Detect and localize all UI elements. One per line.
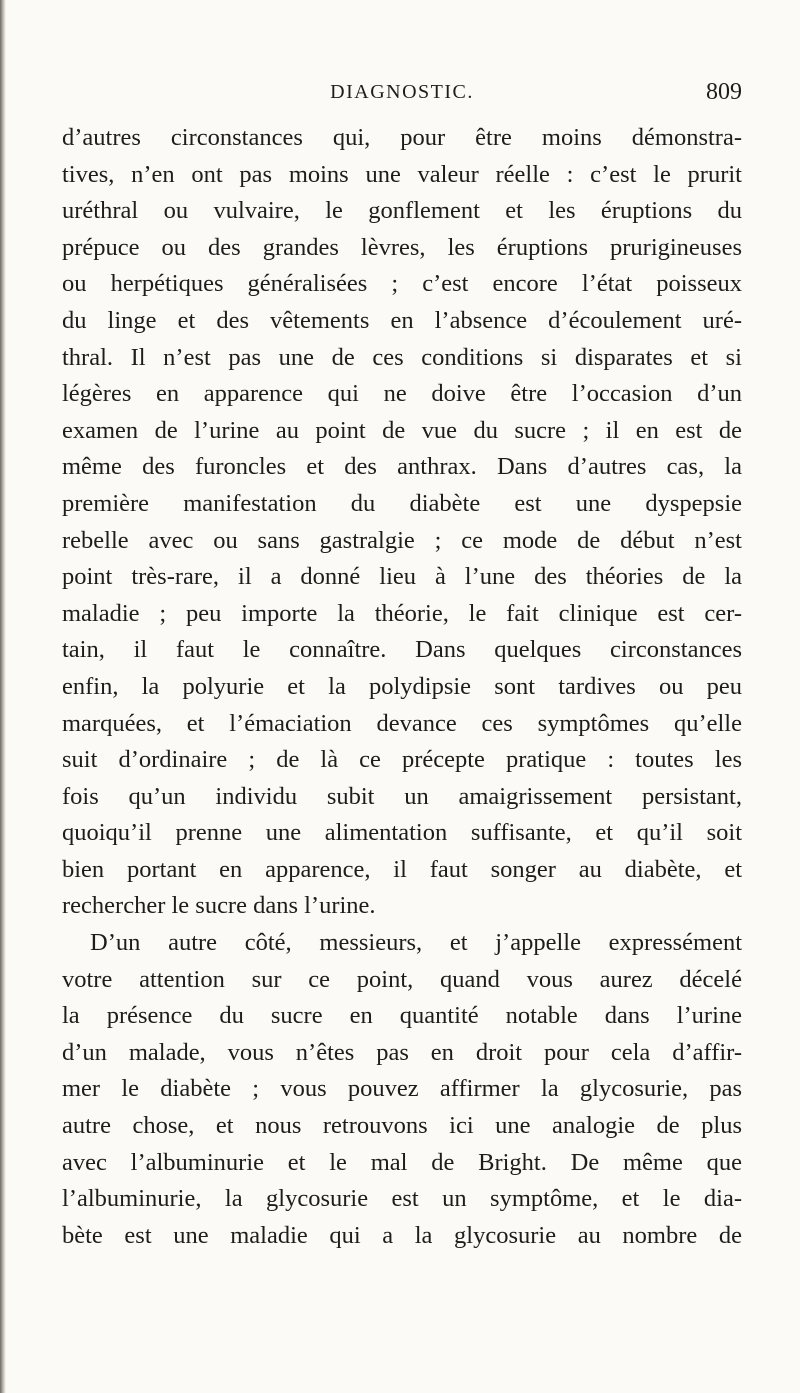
running-title: DIAGNOSTIC. — [330, 81, 474, 103]
text-line: prépuce ou des grandes lèvres, les éruptions prurigineuses — [62, 233, 742, 261]
text-line: tives, n’en ont pas moins une valeur réelle : c’est le prurit — [62, 160, 742, 188]
text-line: ou herpétiques généralisées ; c’est encore l’état poisseux — [62, 270, 742, 298]
text-line: point très-rare, il a donné lieu à l’une des théories de la — [62, 563, 742, 591]
text-line: tain, il faut le connaître. Dans quelques circonstances — [62, 636, 742, 664]
text-line: fois qu’un individu subit un amaigrissement persistant, — [62, 782, 742, 810]
text-line: maladie ; peu importe la théorie, le fait clinique est cer- — [62, 599, 742, 627]
text-line: suit d’ordinaire ; de là ce précepte pratique : toutes les — [62, 746, 742, 774]
text-line: enfin, la polyurie et la polydipsie sont tardives ou peu — [62, 672, 742, 700]
text-line: du linge et des vêtements en l’absence d’écoulement uré- — [62, 306, 742, 334]
text-line: examen de l’urine au point de vue du sucre ; il en est de — [62, 416, 742, 444]
paragraph-start-line: D’un autre côté, messieurs, et j’appelle expressément — [90, 929, 742, 957]
text-line: mer le diabète ; vous pouvez affirmer la glycosurie, pas — [62, 1075, 742, 1103]
page-number: 809 — [706, 79, 742, 105]
text-line: votre attention sur ce point, quand vous aurez décelé — [62, 965, 742, 993]
running-head — [62, 72, 742, 112]
text-line: légères en apparence qui ne doive être l’occasion d’un — [62, 380, 742, 408]
text-line: bien portant en apparence, il faut songer au diabète, et — [62, 855, 742, 883]
text-line: d’autres circonstances qui, pour être moins démonstra- — [62, 124, 742, 151]
paragraph-end-line: rechercher le sucre dans l’urine. — [62, 892, 376, 920]
text-line: thral. Il n’est pas une de ces conditions si disparates et si — [62, 343, 742, 371]
body-text — [62, 120, 742, 1254]
text-line: la présence du sucre en quantité notable dans l’urine — [62, 1002, 742, 1030]
text-line: rebelle avec ou sans gastralgie ; ce mode de début n’est — [62, 526, 742, 554]
text-line: même des furoncles et des anthrax. Dans d’autres cas, la — [62, 453, 742, 481]
text-line: d’un malade, vous n’êtes pas en droit pour cela d’affir- — [62, 1038, 742, 1066]
text-line: marquées, et l’émaciation devance ces symptômes qu’elle — [62, 709, 742, 737]
text-line: quoiqu’il prenne une alimentation suffisante, et qu’il soit — [62, 819, 742, 847]
text-line: uréthral ou vulvaire, le gonflement et les éruptions du — [62, 197, 742, 225]
text-line: première manifestation du diabète est une dyspepsie — [62, 489, 742, 517]
text-line: l’albuminurie, la glycosurie est un symptôme, et le dia- — [62, 1185, 742, 1213]
text-line: autre chose, et nous retrouvons ici une analogie de plus — [62, 1112, 742, 1140]
text-line: bète est une maladie qui a la glycosurie au nombre de — [62, 1221, 742, 1249]
text-line: avec l’albuminurie et le mal de Bright. De même que — [62, 1148, 742, 1176]
binding-edge — [0, 0, 6, 1393]
